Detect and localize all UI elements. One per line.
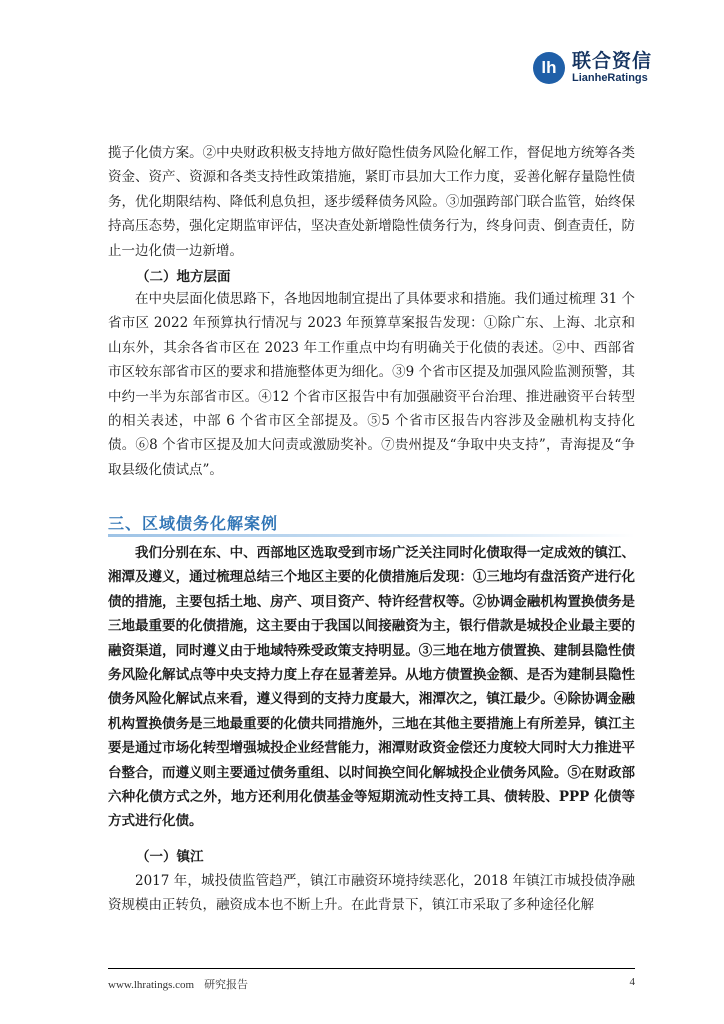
section-divider [108, 534, 635, 537]
lh-logo-icon: lh [533, 52, 565, 84]
brand-name-cn: 联合资信 [571, 50, 652, 72]
subsection-heading-zhenjiang: （一）镇江 [136, 849, 204, 865]
brand-logo [533, 50, 652, 85]
paragraph-case-summary: 我们分别在东、中、西部地区选取受到市场广泛关注同时化债取得一定成效的镇江、湘潭及遵义，通过梳理总结三个地区主要的化债措施后发现：①三地均有盘活资产进行化债的措施，主要包括土地、房产、项目资产、特许经营权等。②协调金融机构置换债务是三地最重要的化债措施，这主要由于我国以间接融资为主，银行借款是城投企业最主要的融资渠道，同时遵义由于地域特殊受政策支持明显。③三地在地方债置换、建制县隐性债务风险化解试点等中央支持力度上存在显著差异。从地方债置换金额、是否为建制县隐性债务风险化解试点来看，遵义得到的支持力度最大，湘潭次之，镇江最少。④除协调金融机构置换债务是三地最重要的化债共同措施外，三地在其他主要措施上有所差异，镇江主要是通过市场化转型增强城投企业经营能力，湘潭财政资金偿还力度较大同时大力推进平台整合，而遵义则主要通过债务重组、以时间换空间化解城投企业债务风险。⑤在财政部六种化债方式之外，地方还利用化债基金等短期流动性支持工具、债转股、PPP 化债等方式进行化债。 [108, 545, 635, 830]
paragraph-local-measures: 在中央层面化债思路下，各地因地制宜提出了具体要求和措施。我们通过梳理 31 个省市区 2022 年预算执行情况与 2023 年预算草案报告发现：①除广东、上海、北京和山东外，其余各省市区在 2023 年工作重点中均有明确关于化债的表述。②中、西部省市区较东部省市区的要求和措施整体更为细化。③9 个省市区提及加强风险监测预警，其中约一半为东部省市区。④12 个省市区报告中有加强融资平台治理、推进融资平台转型的相关表述，中部 6 个省市区全部提及。⑤5 个省市区报告内容涉及金融机构支持化债。⑥8 个省市区提及加大问责或激励奖补。⑦贵州提及“争取中央支持”，青海提及“争取县级化债试点”。 [108, 291, 635, 478]
brand-name-en: LianheRatings [571, 72, 648, 84]
paragraph-central-measures: 揽子化债方案。②中央财政积极支持地方做好隐性债务风险化解工作，督促地方统筹各类资金、资产、资源和各类支持性政策措施，紧盯市县加大工作力度，妥善化解存量隐性债务，优化期限结构、降低利息负担，逐步缓释债务风险。③加强跨部门联合监管，始终保持高压态势，强化定期监审评估，坚决查处新增隐性债务行为，终身问责、倒查责任，防止一边化债一边新增。 [108, 145, 635, 259]
footer-url[interactable]: www.lhratings.com [108, 979, 195, 991]
brand-name [572, 50, 652, 85]
subsection-heading-local: （二）地方层面 [136, 269, 231, 285]
section-heading-cases: 三、区域债务化解案例 [108, 514, 279, 533]
footer-info [108, 976, 248, 992]
footer-report-type: 研究报告 [204, 979, 249, 991]
footer-divider [108, 968, 635, 969]
paragraph-zhenjiang: 2017 年，城投债监管趋严，镇江市融资环境持续恶化，2018 年镇江市城投债净融资规模由正转负，融资成本也不断上升。在此背景下，镇江市采取了多种途径化解 [108, 873, 635, 914]
page-number: 4 [629, 976, 635, 988]
